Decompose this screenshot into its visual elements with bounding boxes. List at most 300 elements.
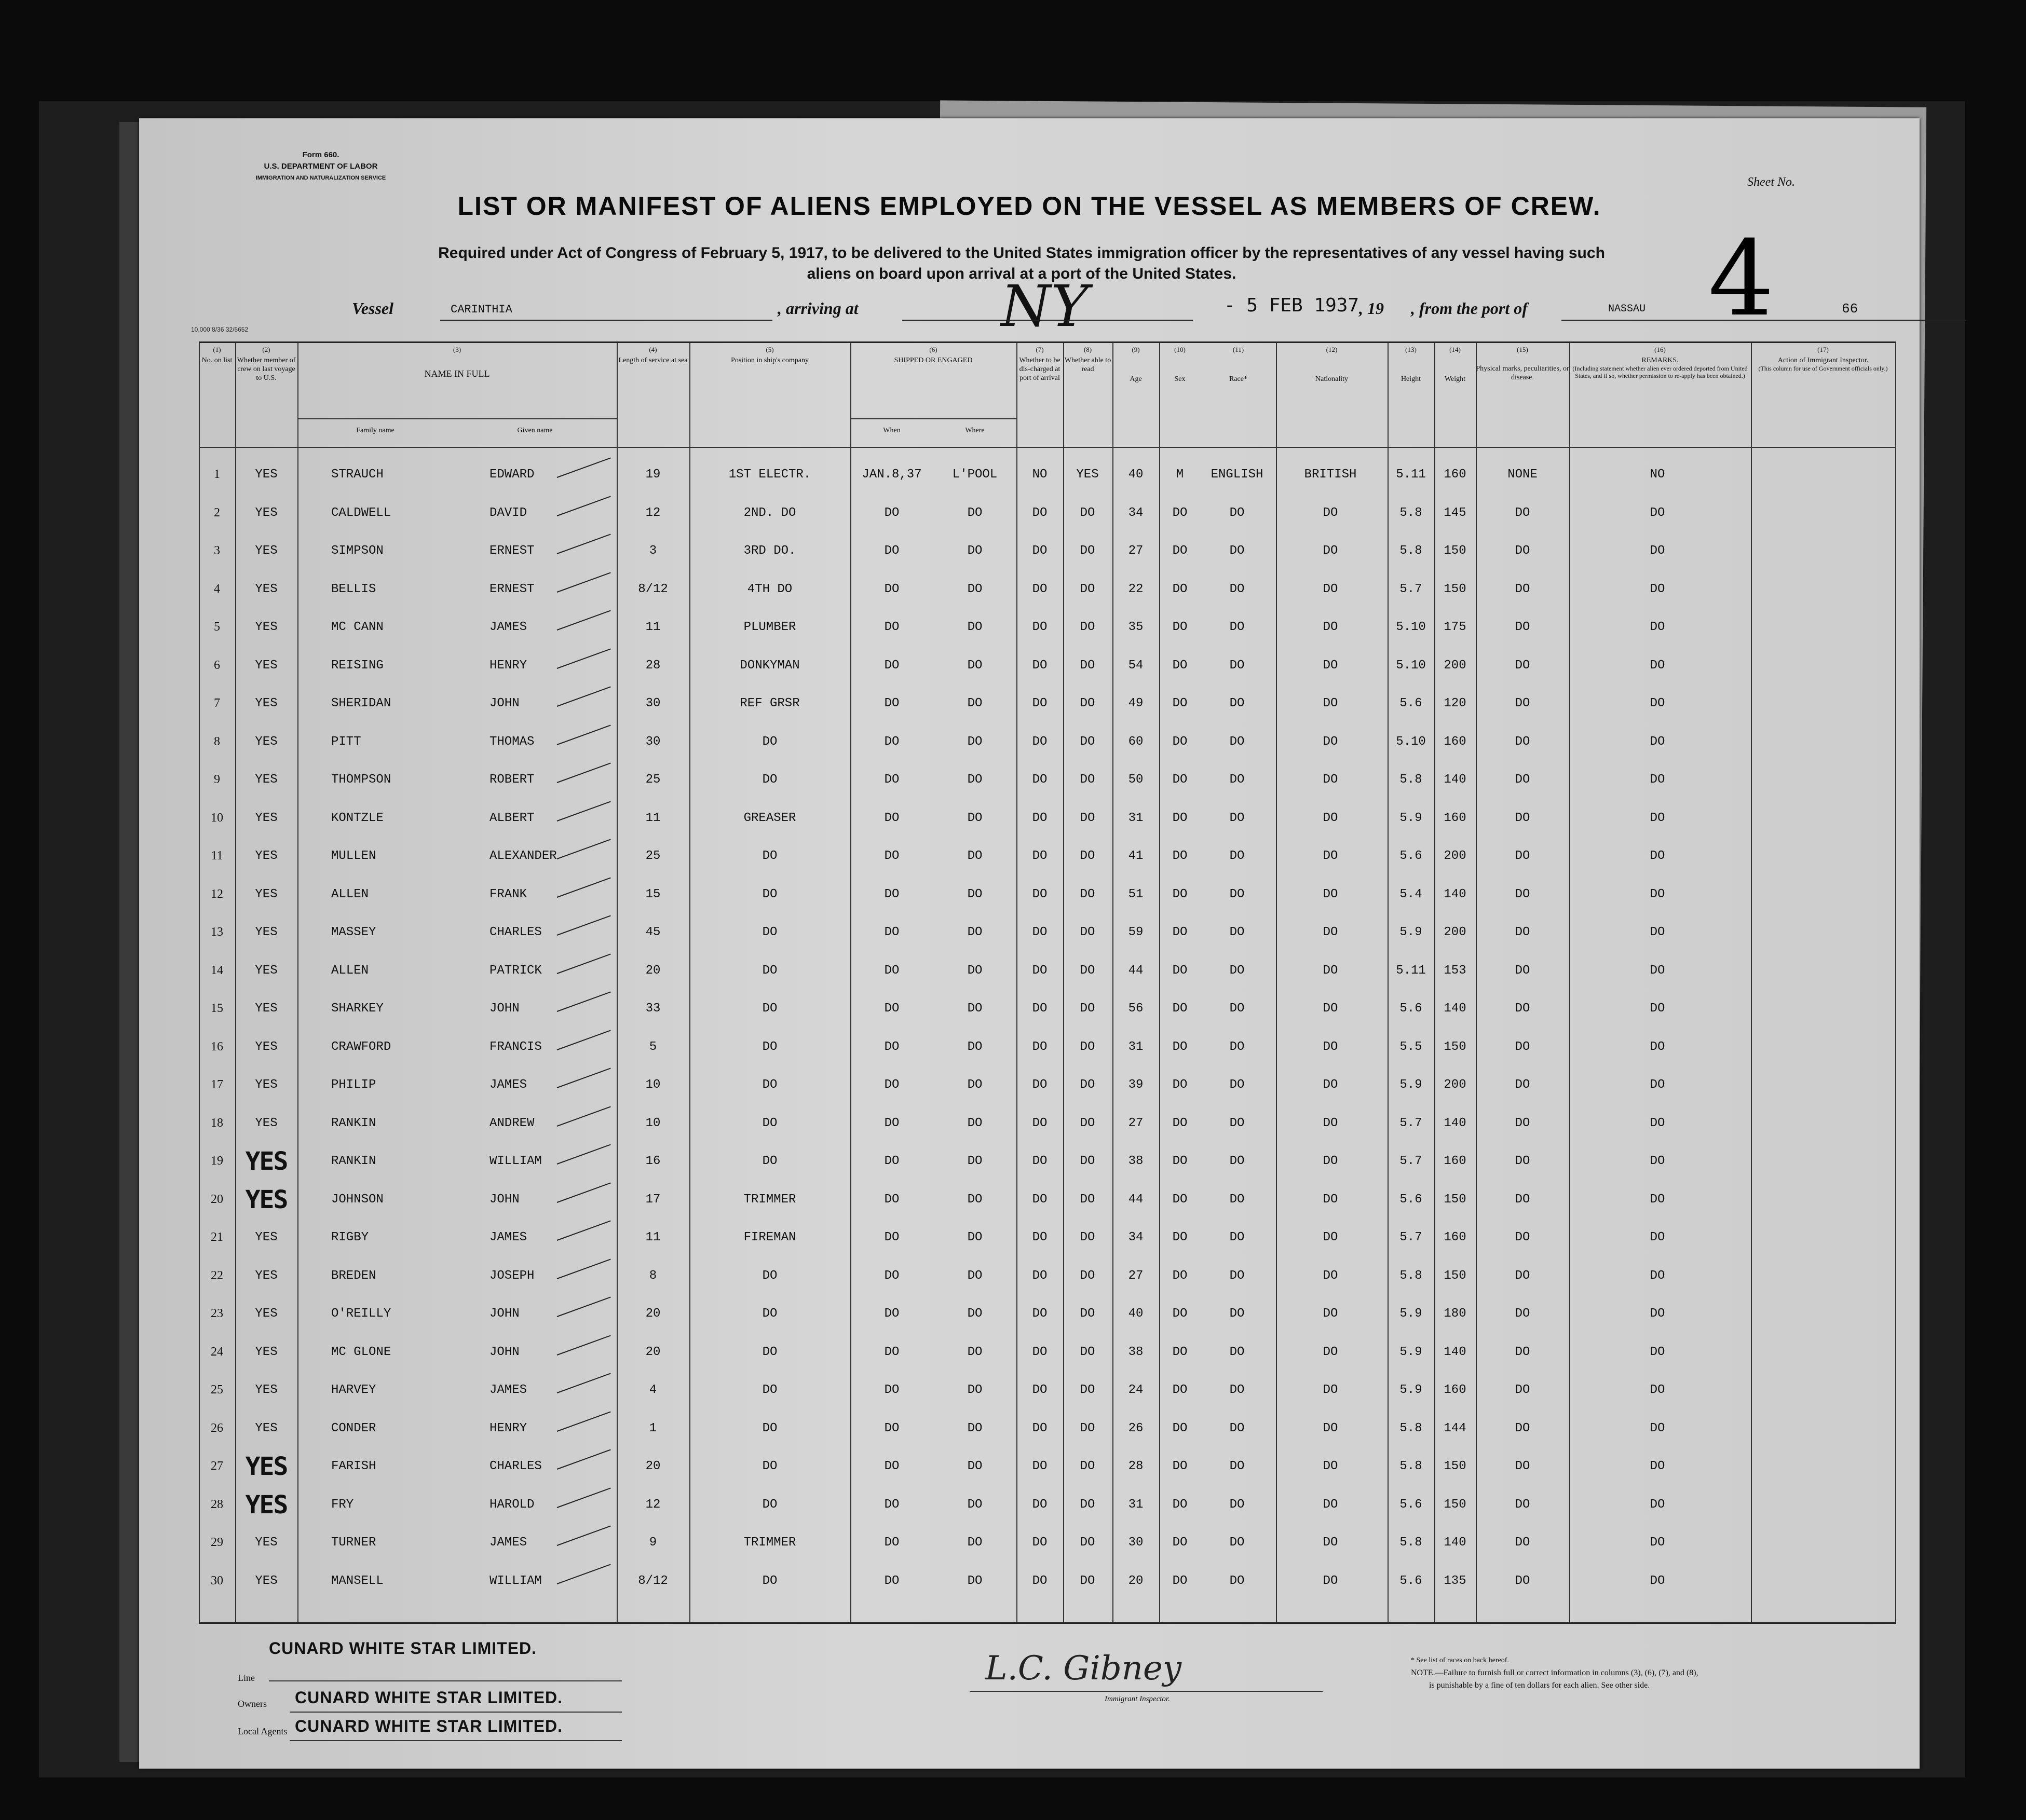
cell-sex: DO	[1172, 1192, 1188, 1207]
cell-service: 8/12	[638, 582, 668, 596]
cell-height: 5.6	[1399, 1002, 1422, 1016]
cell-crew: YES	[255, 696, 278, 710]
cell-age: 60	[1128, 734, 1144, 749]
col-5-header: (5) Position in ship's company	[731, 346, 809, 364]
cell-read: DO	[1080, 1154, 1095, 1168]
cell-service: 28	[645, 658, 661, 673]
cell-where: DO	[967, 1116, 983, 1130]
cell-when: DO	[884, 505, 900, 520]
cell-weight: 140	[1444, 1536, 1466, 1550]
reference-number: 66	[1842, 301, 1858, 317]
cell-nationality: DO	[1323, 849, 1338, 863]
page-title: LIST OR MANIFEST OF ALIENS EMPLOYED ON THE VESSEL AS MEMBERS OF CREW.	[457, 191, 1601, 221]
cell-race: DO	[1229, 849, 1245, 863]
cell-no: 21	[211, 1230, 223, 1244]
cell-discharged: DO	[1032, 1459, 1048, 1473]
cell-service: 25	[645, 849, 661, 863]
cell-discharged: DO	[1032, 887, 1048, 901]
vessel-label: Vessel	[352, 299, 393, 318]
check-mark	[557, 1525, 611, 1546]
cell-marks: DO	[1515, 1345, 1530, 1359]
cell-service: 17	[645, 1192, 661, 1207]
cell-when: DO	[884, 696, 900, 710]
cell-where: DO	[967, 696, 983, 710]
cell-height: 5.6	[1399, 696, 1422, 710]
cell-weight: 200	[1444, 925, 1466, 939]
cell-height: 5.6	[1399, 1192, 1422, 1207]
cell-sex: DO	[1172, 1345, 1188, 1359]
cell-service: 3	[649, 544, 657, 558]
cell-remarks: DO	[1650, 773, 1665, 787]
vessel-name: CARINTHIA	[451, 303, 512, 316]
cell-family: MC GLONE	[331, 1345, 391, 1359]
cell-height: 5.6	[1399, 1497, 1422, 1512]
cell-nationality: DO	[1323, 811, 1338, 825]
cell-height: 5.6	[1399, 1573, 1422, 1588]
owners-value: CUNARD WHITE STAR LIMITED.	[295, 1688, 563, 1707]
cell-height: 5.8	[1399, 544, 1422, 558]
cell-race: DO	[1229, 773, 1245, 787]
cell-discharged: DO	[1032, 620, 1048, 634]
cell-age: 41	[1128, 849, 1144, 863]
cell-nationality: DO	[1323, 773, 1338, 787]
col-6-when-header: When	[883, 427, 901, 434]
cell-race: DO	[1229, 1116, 1245, 1130]
line-rule	[269, 1680, 622, 1681]
cell-where: DO	[967, 1459, 983, 1473]
cell-discharged: DO	[1032, 696, 1048, 710]
cell-position: 4TH DO	[747, 582, 793, 596]
cell-service: 11	[645, 620, 661, 634]
owners-label: Owners	[238, 1699, 267, 1709]
cell-service: 16	[645, 1154, 661, 1168]
cell-position: REF GRSR	[740, 696, 800, 710]
cell-no: 15	[211, 1002, 223, 1015]
cell-nationality: DO	[1323, 734, 1338, 749]
col-2-header: (2) Whether member of crew on last voyage to U.S.	[237, 346, 296, 382]
cell-read: DO	[1080, 1078, 1095, 1092]
cell-nationality: DO	[1323, 1573, 1338, 1588]
cell-height: 5.8	[1399, 1268, 1422, 1283]
cell-family: RIGBY	[331, 1230, 369, 1244]
cell-position: DO	[762, 887, 778, 901]
cell-discharged: NO	[1032, 468, 1048, 482]
cell-position: FIREMAN	[743, 1230, 796, 1244]
cell-age: 31	[1128, 811, 1144, 825]
cell-where: L'POOL	[952, 468, 998, 482]
cell-given: JAMES	[489, 620, 527, 634]
cell-remarks: DO	[1650, 811, 1665, 825]
cell-nationality: DO	[1323, 1039, 1338, 1054]
cell-where: DO	[967, 1078, 983, 1092]
cell-where: DO	[967, 1307, 983, 1321]
cell-where: DO	[967, 1268, 983, 1283]
cell-given: ERNEST	[489, 582, 535, 596]
cell-remarks: DO	[1650, 1536, 1665, 1550]
year-label: , 19	[1359, 299, 1384, 318]
cell-weight: 120	[1444, 696, 1466, 710]
col-1-header: (1) No. on list	[201, 346, 233, 364]
cell-position: DO	[762, 1268, 778, 1283]
agents-rule	[290, 1740, 622, 1741]
cell-given: ANDREW	[489, 1116, 535, 1130]
cell-crew: YES	[255, 1573, 278, 1588]
cell-family: KONTZLE	[331, 811, 384, 825]
cell-no: 26	[211, 1421, 223, 1435]
cell-when: DO	[884, 1383, 900, 1397]
cell-sex: DO	[1172, 544, 1188, 558]
arriving-underline	[902, 320, 1193, 321]
cell-no: 14	[211, 963, 223, 977]
cell-sex: DO	[1172, 1002, 1188, 1016]
cell-given: JAMES	[489, 1230, 527, 1244]
cell-discharged: DO	[1032, 1002, 1048, 1016]
manifest-page	[139, 118, 1920, 1769]
cell-race: DO	[1229, 887, 1245, 901]
col-7-header: (7) Whether to be dis-charged at port of arrival	[1019, 346, 1060, 382]
cell-remarks: DO	[1650, 1039, 1665, 1054]
cell-age: 39	[1128, 1078, 1144, 1092]
form-number: Form 660.	[302, 150, 339, 159]
col-12-header: (12) Nationality	[1315, 346, 1348, 383]
cell-race: DO	[1229, 1039, 1245, 1054]
cell-sex: DO	[1172, 582, 1188, 596]
cell-height: 5.8	[1399, 773, 1422, 787]
cell-marks: DO	[1515, 811, 1530, 825]
cell-no: 10	[211, 811, 223, 825]
cell-read: DO	[1080, 773, 1095, 787]
col-9-header: (9) Age	[1130, 346, 1142, 383]
cell-remarks: DO	[1650, 544, 1665, 558]
agents-label: Local Agents	[238, 1726, 288, 1736]
cell-position: DO	[762, 963, 778, 978]
cell-when: DO	[884, 887, 900, 901]
port-underline	[1561, 320, 1966, 321]
cell-when: DO	[884, 1039, 900, 1054]
cell-age: 59	[1128, 925, 1144, 939]
cell-family: BELLIS	[331, 582, 376, 596]
cell-crew: YES	[255, 658, 278, 673]
cell-position: DO	[762, 1002, 778, 1016]
cell-height: 5.7	[1399, 1154, 1422, 1168]
cell-no: 20	[211, 1192, 223, 1206]
cell-read: DO	[1080, 1421, 1095, 1435]
cell-sex: DO	[1172, 925, 1188, 939]
cell-nationality: DO	[1323, 925, 1338, 939]
cell-service: 5	[649, 1039, 657, 1054]
cell-age: 40	[1128, 468, 1144, 482]
cell-family: HARVEY	[331, 1383, 376, 1397]
cell-weight: 200	[1444, 849, 1466, 863]
cell-remarks: DO	[1650, 963, 1665, 978]
cell-position: DO	[762, 925, 778, 939]
cell-race: DO	[1229, 1192, 1245, 1207]
cell-position: DO	[762, 1421, 778, 1435]
cell-read: DO	[1080, 1230, 1095, 1244]
cell-height: 5.8	[1399, 505, 1422, 520]
sheet-no-label: Sheet No.	[1747, 175, 1795, 189]
check-mark	[557, 1373, 611, 1393]
cell-marks: DO	[1515, 1154, 1530, 1168]
cell-service: 8	[649, 1268, 657, 1283]
cell-discharged: DO	[1032, 505, 1048, 520]
cell-given: ERNEST	[489, 544, 535, 558]
cell-sex: DO	[1172, 1154, 1188, 1168]
cell-race: DO	[1229, 1383, 1245, 1397]
cell-when: DO	[884, 1573, 900, 1588]
arriving-label: , arriving at	[778, 299, 859, 318]
col-6-where-header: Where	[965, 427, 985, 434]
cell-when: DO	[884, 925, 900, 939]
col-16-header: (16) REMARKS. (Including statement whether alien ever ordered deported from United States, and if so, whether permission to re-apply has been obtained.)	[1572, 346, 1748, 379]
cell-where: DO	[967, 1421, 983, 1435]
cell-no: 9	[214, 773, 220, 786]
cell-remarks: DO	[1650, 1345, 1665, 1359]
cell-read: DO	[1080, 1573, 1095, 1588]
cell-given: FRANK	[489, 887, 527, 901]
cell-discharged: DO	[1032, 734, 1048, 749]
cell-marks: DO	[1515, 1459, 1530, 1473]
cell-position: GREASER	[743, 811, 796, 825]
cell-height: 5.7	[1399, 1116, 1422, 1130]
cell-nationality: DO	[1323, 544, 1338, 558]
cell-height: 5.11	[1396, 468, 1426, 482]
cell-height: 5.7	[1399, 582, 1422, 596]
col-10-header: (10) Sex	[1174, 346, 1186, 383]
vessel-underline	[440, 320, 772, 321]
cell-crew: YES	[255, 1116, 278, 1130]
cell-given: PATRICK	[489, 963, 542, 978]
cell-age: 27	[1128, 544, 1144, 558]
cell-height: 5.10	[1396, 658, 1426, 673]
penalty-note-1: NOTE.—Failure to furnish full or correct information in columns (3), (6), (7), and (8),	[1411, 1668, 1698, 1677]
cell-marks: DO	[1515, 620, 1530, 634]
cell-family: CRAWFORD	[331, 1039, 391, 1054]
cell-when: DO	[884, 544, 900, 558]
cell-weight: 150	[1444, 1268, 1466, 1283]
cell-read: DO	[1080, 1497, 1095, 1512]
cell-nationality: DO	[1323, 1421, 1338, 1435]
cell-read: DO	[1080, 1459, 1095, 1473]
cell-when: DO	[884, 1230, 900, 1244]
cell-marks: DO	[1515, 1573, 1530, 1588]
cell-read: DO	[1080, 1536, 1095, 1550]
cell-crew: YES	[245, 1185, 288, 1214]
cell-nationality: DO	[1323, 696, 1338, 710]
cell-age: 28	[1128, 1459, 1144, 1473]
cell-when: DO	[884, 849, 900, 863]
cell-height: 5.11	[1396, 963, 1426, 978]
cell-crew: YES	[255, 505, 278, 520]
cell-service: 30	[645, 734, 661, 749]
cell-nationality: DO	[1323, 658, 1338, 673]
cell-position: 2ND. DO	[743, 505, 796, 520]
cell-height: 5.9	[1399, 1078, 1422, 1092]
cell-where: DO	[967, 1002, 983, 1016]
cell-when: DO	[884, 1154, 900, 1168]
cell-sex: DO	[1172, 1421, 1188, 1435]
cell-height: 5.8	[1399, 1536, 1422, 1550]
check-mark	[557, 610, 611, 631]
cell-sex: DO	[1172, 1573, 1188, 1588]
check-mark	[557, 1411, 611, 1432]
cell-weight: 153	[1444, 963, 1466, 978]
cell-no: 29	[211, 1536, 223, 1549]
cell-family: RANKIN	[331, 1116, 376, 1130]
cell-marks: DO	[1515, 734, 1530, 749]
check-mark	[557, 1182, 611, 1203]
cell-age: 38	[1128, 1345, 1144, 1359]
cell-family: CONDER	[331, 1421, 376, 1435]
cell-when: DO	[884, 1078, 900, 1092]
cell-marks: DO	[1515, 1421, 1530, 1435]
cell-service: 11	[645, 1230, 661, 1244]
col-17-header: (17) Action of Immigrant Inspector. (This column for use of Government officials only.)	[1758, 346, 1888, 372]
cell-when: DO	[884, 1116, 900, 1130]
cell-marks: DO	[1515, 1536, 1530, 1550]
cell-read: YES	[1076, 468, 1099, 482]
cell-service: 20	[645, 1307, 661, 1321]
form-header	[222, 149, 419, 184]
cell-crew: YES	[255, 1345, 278, 1359]
check-mark	[557, 496, 611, 516]
cell-given: JAMES	[489, 1536, 527, 1550]
check-mark	[557, 724, 611, 745]
cell-race: DO	[1229, 1307, 1245, 1321]
cell-age: 54	[1128, 658, 1144, 673]
cell-race: DO	[1229, 1002, 1245, 1016]
cell-service: 4	[649, 1383, 657, 1397]
cell-race: DO	[1229, 963, 1245, 978]
col-3-given-header: Given name	[517, 427, 553, 434]
cell-given: JOSEPH	[489, 1268, 535, 1283]
cell-given: DAVID	[489, 505, 527, 520]
check-mark	[557, 1030, 611, 1050]
cell-race: DO	[1229, 1230, 1245, 1244]
cell-race: DO	[1229, 811, 1245, 825]
cell-read: DO	[1080, 582, 1095, 596]
cell-sex: DO	[1172, 1497, 1188, 1512]
check-mark	[557, 1220, 611, 1241]
check-mark	[557, 839, 611, 859]
cell-family: ALLEN	[331, 887, 369, 901]
cell-race: DO	[1229, 505, 1245, 520]
cell-no: 4	[214, 582, 220, 596]
cell-given: HENRY	[489, 1421, 527, 1435]
cell-remarks: DO	[1650, 620, 1665, 634]
cell-where: DO	[967, 1536, 983, 1550]
line-label: Line	[238, 1673, 255, 1683]
cell-weight: 140	[1444, 773, 1466, 787]
cell-position: DO	[762, 1459, 778, 1473]
cell-weight: 150	[1444, 582, 1466, 596]
cell-no: 6	[214, 658, 220, 672]
cell-weight: 160	[1444, 1154, 1466, 1168]
from-port-label: , from the port of	[1411, 299, 1528, 318]
cell-marks: DO	[1515, 582, 1530, 596]
cell-when: DO	[884, 1192, 900, 1207]
cell-service: 12	[645, 505, 661, 520]
cell-weight: 160	[1444, 1230, 1466, 1244]
cell-sex: DO	[1172, 963, 1188, 978]
cell-height: 5.9	[1399, 925, 1422, 939]
cell-remarks: DO	[1650, 1002, 1665, 1016]
check-mark	[557, 1335, 611, 1356]
cell-nationality: DO	[1323, 1002, 1338, 1016]
cell-read: DO	[1080, 1307, 1095, 1321]
cell-race: DO	[1229, 925, 1245, 939]
cell-where: DO	[967, 1230, 983, 1244]
cell-given: JOHN	[489, 1192, 520, 1207]
cell-position: DO	[762, 1078, 778, 1092]
cell-sex: DO	[1172, 1039, 1188, 1054]
cell-position: 3RD DO.	[743, 544, 796, 558]
cell-discharged: DO	[1032, 1154, 1048, 1168]
cell-family: CALDWELL	[331, 505, 391, 520]
cell-given: JOHN	[489, 696, 520, 710]
cell-where: DO	[967, 925, 983, 939]
cell-no: 25	[211, 1383, 223, 1397]
cell-crew: YES	[255, 582, 278, 596]
cell-where: DO	[967, 811, 983, 825]
cell-age: 40	[1128, 1307, 1144, 1321]
cell-race: DO	[1229, 1421, 1245, 1435]
check-mark	[557, 457, 611, 478]
cell-sex: M	[1176, 468, 1184, 482]
cell-marks: DO	[1515, 1002, 1530, 1016]
cell-discharged: DO	[1032, 1573, 1048, 1588]
cell-where: DO	[967, 658, 983, 673]
cell-position: TRIMMER	[743, 1536, 796, 1550]
cell-crew: YES	[255, 1039, 278, 1054]
cell-family: ALLEN	[331, 963, 369, 978]
cell-position: DO	[762, 849, 778, 863]
races-note: * See list of races on back hereof.	[1411, 1657, 1509, 1664]
cell-crew: YES	[255, 1002, 278, 1016]
cell-family: O'REILLY	[331, 1307, 391, 1321]
cell-remarks: DO	[1650, 582, 1665, 596]
cell-height: 5.9	[1399, 811, 1422, 825]
cell-position: DO	[762, 1154, 778, 1168]
cell-sex: DO	[1172, 887, 1188, 901]
cell-discharged: DO	[1032, 1497, 1048, 1512]
cell-read: DO	[1080, 849, 1095, 863]
col-3-family-header: Family name	[356, 427, 395, 434]
cell-remarks: DO	[1650, 849, 1665, 863]
inspector-signature: L.C. Gibney	[985, 1649, 1182, 1688]
cell-read: DO	[1080, 620, 1095, 634]
cell-crew: YES	[255, 734, 278, 749]
cell-family: PITT	[331, 734, 361, 749]
cell-position: 1ST ELECTR.	[728, 468, 811, 482]
cell-family: MASSEY	[331, 925, 376, 939]
cell-discharged: DO	[1032, 1078, 1048, 1092]
cell-given: JOHN	[489, 1002, 520, 1016]
cell-read: DO	[1080, 1268, 1095, 1283]
cell-service: 30	[645, 696, 661, 710]
cell-where: DO	[967, 1154, 983, 1168]
cell-height: 5.9	[1399, 1383, 1422, 1397]
cell-marks: DO	[1515, 1307, 1530, 1321]
cell-position: DO	[762, 1497, 778, 1512]
crew-table	[199, 341, 1896, 1624]
cell-weight: 150	[1444, 1039, 1466, 1054]
cell-when: DO	[884, 1459, 900, 1473]
cell-crew: YES	[255, 1078, 278, 1092]
cell-family: SIMPSON	[331, 544, 384, 558]
cell-weight: 140	[1444, 887, 1466, 901]
cell-nationality: DO	[1323, 582, 1338, 596]
